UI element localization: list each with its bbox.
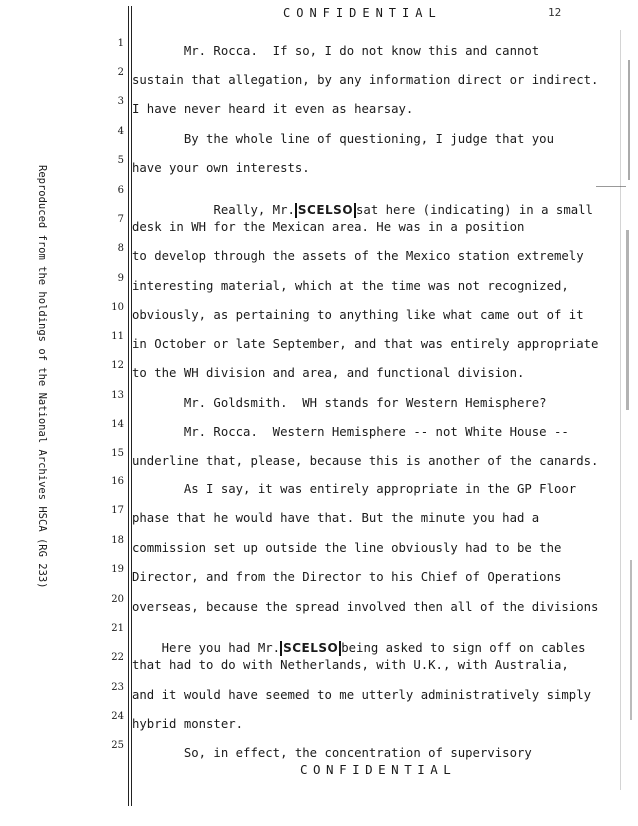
transcript-line: underline that, please, because this is another of the canards. — [132, 454, 599, 468]
line-number: 22 — [111, 652, 124, 663]
transcript-line: to the WH division and area, and functional division. — [132, 366, 525, 380]
scan-edge-artifact — [596, 186, 626, 187]
transcript-line: So, in effect, the concentration of supervisory — [132, 746, 532, 760]
transcript-line: to develop through the assets of the Mexico station extremely — [132, 249, 584, 263]
name-insertion-tag: SCELSO — [280, 641, 341, 656]
transcript-line: interesting material, which at the time was not recognized, — [132, 279, 569, 293]
line-number: 2 — [117, 67, 124, 78]
page-number: 12 — [548, 6, 562, 19]
transcript-line: that had to do with Netherlands, with U.K., with Australia, — [132, 658, 569, 672]
line-number: 13 — [111, 390, 124, 401]
transcript-line: I have never heard it even as hearsay. — [132, 102, 414, 116]
transcript-line: have your own interests. — [132, 161, 310, 175]
line-number: 11 — [111, 331, 124, 342]
scan-edge-artifact — [630, 560, 632, 720]
scan-edge-artifact — [628, 60, 630, 180]
line-number: 4 — [117, 126, 124, 137]
transcript-line: commission set up outside the line obviously had to be the — [132, 541, 562, 555]
transcript-line: Director, and from the Director to his Chief of Operations — [132, 570, 562, 584]
transcript-line: in October or late September, and that was entirely appropriate — [132, 337, 599, 351]
transcript-line: desk in WH for the Mexican area. He was in a position — [132, 220, 525, 234]
transcript-line: overseas, because the spread involved then all of the divisions — [132, 600, 599, 614]
transcript-line: Mr. Rocca. Western Hemisphere -- not White House -- — [132, 425, 569, 439]
transcript-line: phase that he would have that. But the minute you had a — [132, 511, 540, 525]
transcript-line: Mr. Goldsmith. WH stands for Western Hemisphere? — [132, 396, 547, 410]
transcript-line: hybrid monster. — [132, 717, 244, 731]
transcript-line-part: sat here (indicating) in a small — [356, 203, 593, 217]
line-number: 15 — [111, 448, 124, 459]
line-number: 17 — [111, 505, 124, 516]
transcript-line: and it would have seemed to me utterly administratively simply — [132, 688, 592, 702]
line-number: 12 — [111, 360, 124, 371]
transcript-line: As I say, it was entirely appropriate in the GP Floor — [132, 482, 577, 496]
line-number: 8 — [117, 243, 124, 254]
scan-edge-artifact — [620, 30, 621, 790]
scan-edge-artifact — [626, 230, 629, 410]
line-number: 10 — [111, 302, 124, 313]
margin-rule — [128, 6, 129, 806]
line-number: 20 — [111, 594, 124, 605]
transcript-line: Mr. Rocca. If so, I do not know this and cannot — [132, 44, 540, 58]
transcript-line-part: Really, Mr. — [161, 203, 295, 217]
line-number: 16 — [111, 476, 124, 487]
line-number: 24 — [111, 711, 124, 722]
transcript-line-part: being asked to sign off on cables — [341, 641, 586, 655]
line-number: 23 — [111, 682, 124, 693]
line-number: 3 — [117, 96, 124, 107]
line-number: 25 — [111, 740, 124, 751]
transcript-line-part: Here you had Mr. — [161, 641, 281, 655]
line-number: 18 — [111, 535, 124, 546]
line-number: 9 — [117, 273, 124, 284]
header-confidential-stamp: CONFIDENTIAL — [283, 6, 442, 20]
transcript-line: obviously, as pertaining to anything like what came out of it — [132, 308, 584, 322]
transcript-line: By the whole line of questioning, I judge that you — [132, 132, 554, 146]
line-number: 5 — [117, 155, 124, 166]
transcript-line: sustain that allegation, by any information direct or indirect. — [132, 73, 599, 87]
name-insertion-tag: SCELSO — [295, 203, 356, 218]
line-number: 6 — [117, 185, 124, 196]
line-number: 14 — [111, 419, 124, 430]
line-number: 21 — [111, 623, 124, 634]
line-number: 1 — [117, 38, 124, 49]
archive-side-note-text: Reproduced from the holdings of the National Archives HSCA (RG 233) — [36, 165, 48, 589]
line-number: 19 — [111, 564, 124, 575]
footer-confidential-stamp: CONFIDENTIAL — [300, 762, 457, 777]
line-number: 7 — [117, 214, 124, 225]
